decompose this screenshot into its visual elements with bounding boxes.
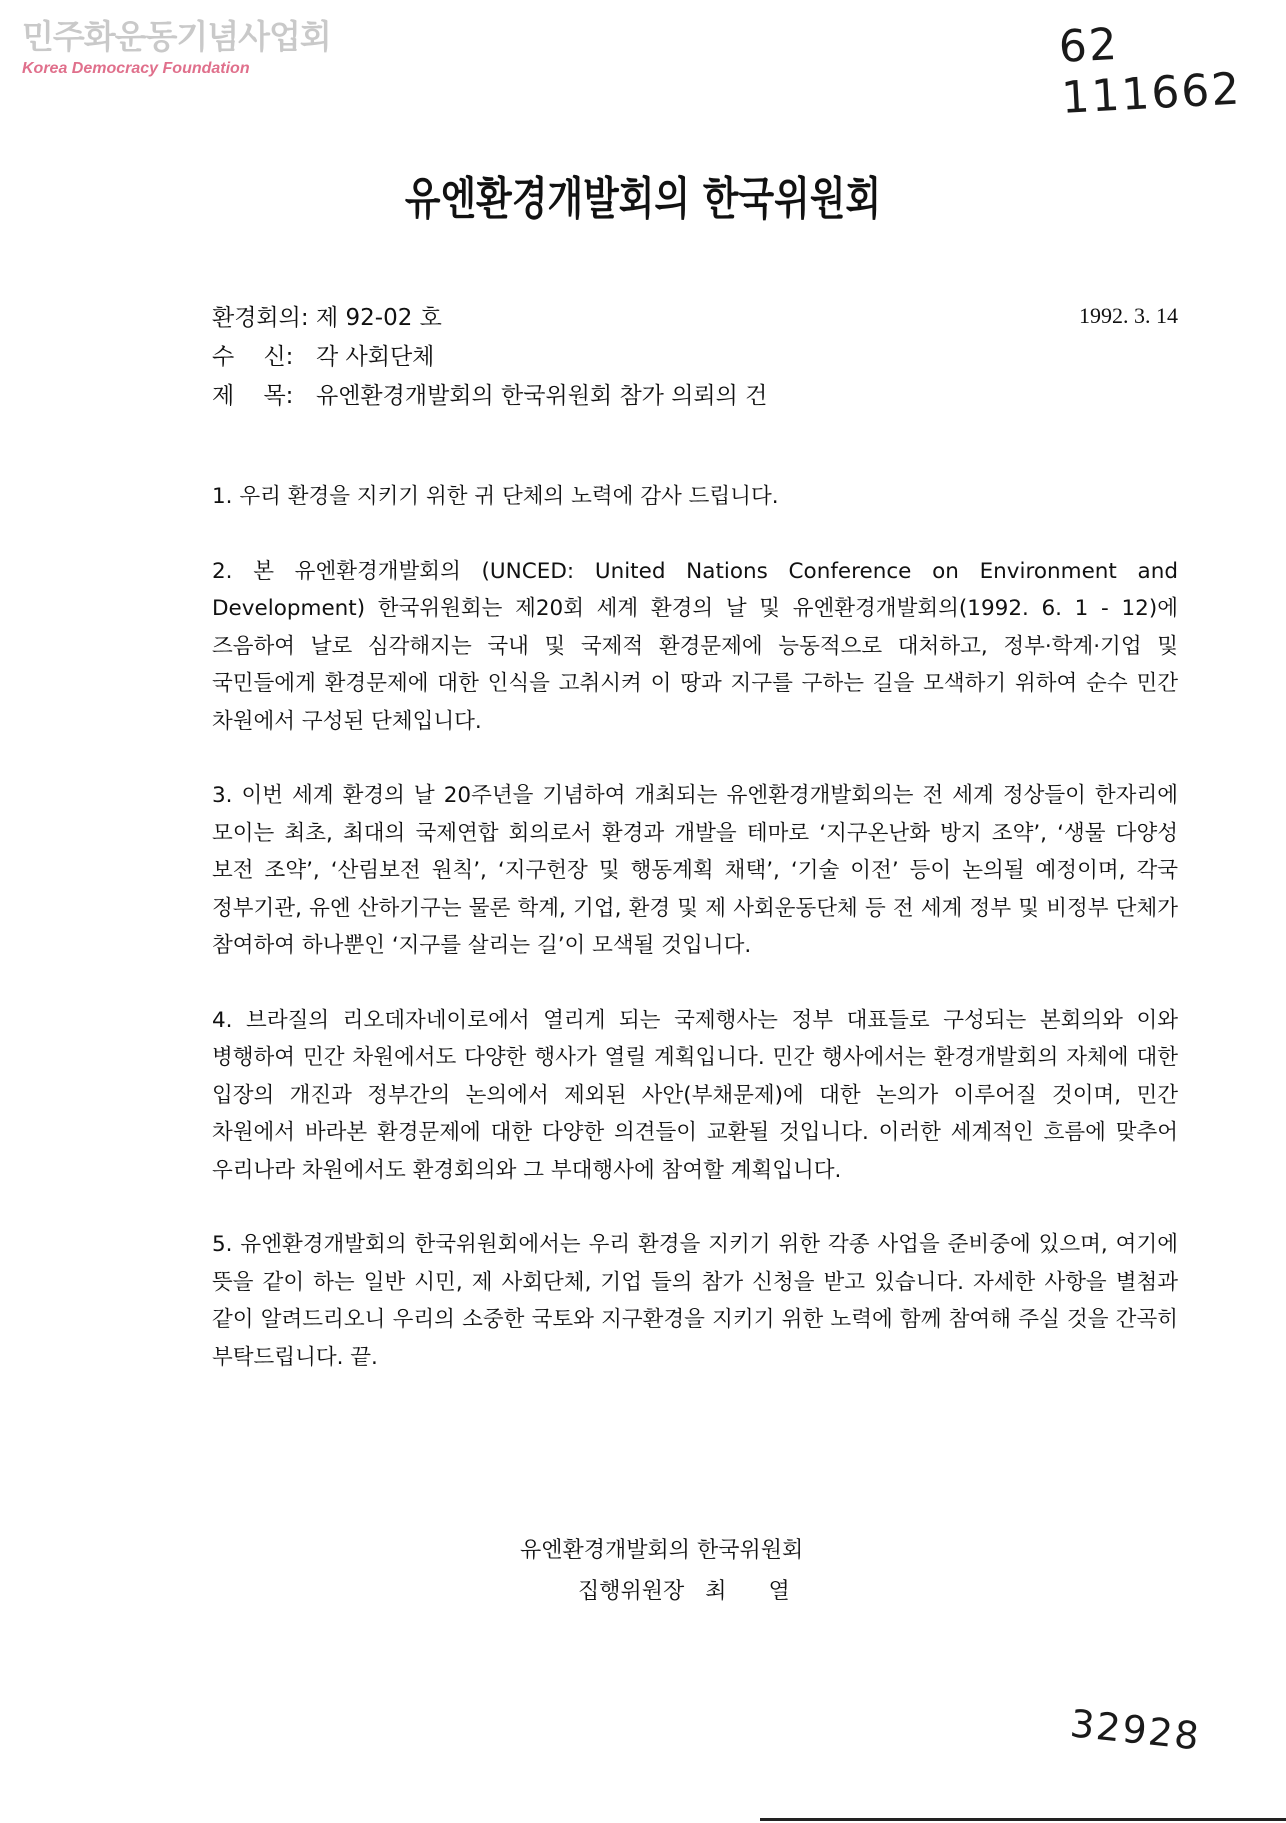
recipient-label: 수 신: xyxy=(212,344,294,370)
subject-label: 제 목: xyxy=(212,383,294,409)
signature-org: 유엔환경개발회의 한국위원회 xyxy=(520,1538,804,1563)
handwritten-archive-number: 62 111662 xyxy=(1057,18,1243,124)
recipient-row xyxy=(212,335,1178,374)
scan-edge-line xyxy=(760,1818,1286,1821)
signature-name: 집행위원장 최 열 xyxy=(578,1579,790,1604)
doc-number: 제 92-02 호 xyxy=(316,305,442,331)
watermark-logo xyxy=(22,18,331,78)
subject: 유엔환경개발회의 한국위원회 참가 의뢰의 건 xyxy=(316,383,768,409)
document-date: 1992. 3. 14 xyxy=(1079,302,1178,328)
document-body xyxy=(212,478,1178,1413)
document-title: 유엔환경개발회의 한국위원회 xyxy=(404,172,882,225)
document-header xyxy=(212,296,1178,413)
subject-row xyxy=(212,374,1178,413)
watermark-english: Korea Democracy Foundation xyxy=(22,60,250,77)
doc-number-label: 환경회의: xyxy=(212,305,309,331)
watermark-korean: 민주화운동기념사업회 xyxy=(22,17,331,56)
signature-block xyxy=(520,1530,920,1612)
paragraph-2: 2. 본 유엔환경개발회의 (UNCED: United Nations Conference on Environment and Development) 한국위원회는 제20회 세계 환경의 날 및 유엔환경개발회의(1992. 6. 1 - 12)에 즈음하여 날로 심각해지는 국내 및 국제적 환경문제에 능동적으로 대처하고, 정부·학계·기업 및 국민들에게 환경문제에 대한 인식을 고취시켜 이 땅과 지구를 구하는 길을 모색하기 위하여 순수 민간 차원에서 구성된 단체입니다. xyxy=(212,558,1178,734)
paragraph-5: 5. 유엔환경개발회의 한국위원회에서는 우리 환경을 지키기 위한 각종 사업을 준비중에 있으며, 여기에 뜻을 같이 하는 일반 시민, 제 사회단체, 기업 들의 참가 신청을 받고 있습니다. 자세한 사항을 별첨과 같이 알려드리오니 우리의 소중한 국토와 지구환경을 지키기 위한 노력에 함께 참여해 주실 것을 간곡히 부탁드립니다. 끝. xyxy=(212,1232,1178,1370)
paragraph-3: 3. 이번 세계 환경의 날 20주년을 기념하여 개최되는 유엔환경개발회의는 전 세계 정상들이 한자리에 모이는 최초, 최대의 국제연합 회의로서 환경과 개발을 테마로 ‘지구온난화 방지 조약’, ‘생물 다양성 보전 조약’, ‘산림보전 원칙’, ‘지구헌장 및 행동계획 채택’, ‘기술 이전’ 등이 논의될 예정이며, 각국 정부기관, 유엔 산하기구는 물론 학계, 기업, 환경 및 제 사회운동단체 등 전 세계 정부 및 비정부 단체가 참여하여 하나뿐인 ‘지구를 살리는 길’이 모색될 것입니다. xyxy=(212,783,1178,958)
handwritten-page-number: 32928 xyxy=(1068,1701,1203,1759)
recipient: 각 사회단체 xyxy=(316,344,435,370)
paragraph-4: 4. 브라질의 리오데자네이로에서 열리게 되는 국제행사는 정부 대표들로 구성되는 본회의와 이와 병행하여 민간 차원에서도 다양한 행사가 열릴 계획입니다. 민간 행사에서는 환경개발회의 자체에 대한 입장의 개진과 정부간의 논의에서 제외된 사안(부채문제)에 대한 논의가 이루어질 것이며, 민간 차원에서 바라본 환경문제에 대한 다양한 의견들이 교환될 것입니다. 이러한 세계적인 흐름에 맞추어 우리나라 차원에서도 환경회의와 그 부대행사에 참여할 계획입니다. xyxy=(212,1007,1178,1183)
paragraph-1: 1. 우리 환경을 지키기 위한 귀 단체의 노력에 감사 드립니다. xyxy=(212,484,779,509)
doc-number-row xyxy=(212,296,1178,335)
